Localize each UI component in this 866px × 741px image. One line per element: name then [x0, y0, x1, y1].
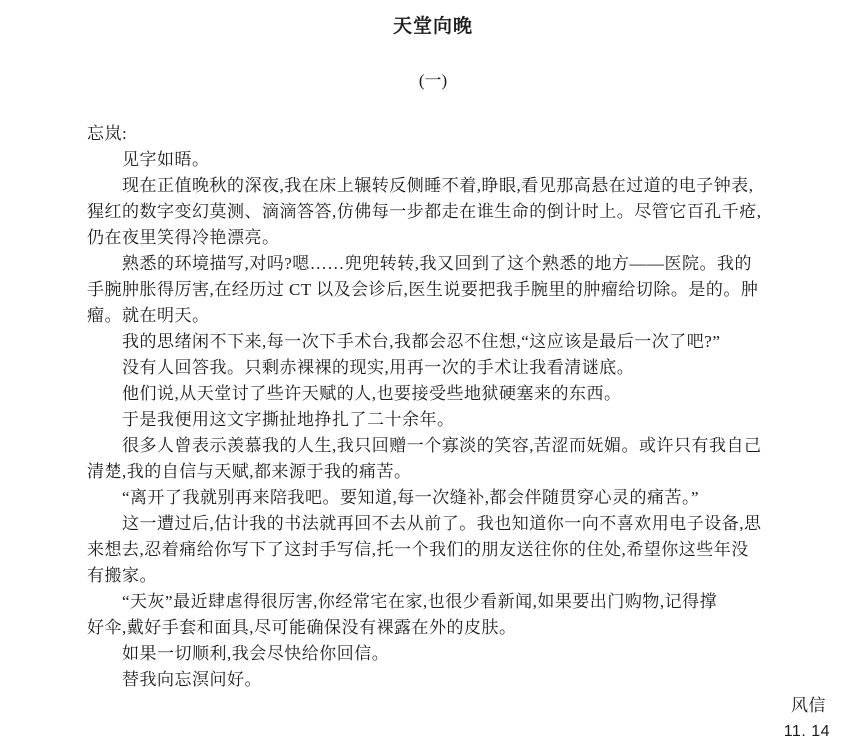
letter-line: 我的思绪闲不下来,每一次下手术台,我都会忍不住想,“这应该是最后一次了吧?” — [122, 332, 721, 351]
letter-line: 他们说,从天堂讨了些许天赋的人,也要接受些地狱硬塞来的东西。 — [122, 384, 622, 403]
section-heading: (一) — [418, 71, 448, 90]
letter-line: 见字如晤。 — [122, 150, 210, 169]
signature: 风信 — [791, 696, 826, 715]
letter-line: 手腕肿胀得厉害,在经历过 CT 以及会诊后,医生说要把我手腕里的肿瘤给切除。是的。肿 — [87, 280, 759, 299]
letter-line: 很多人曾表示羡慕我的人生,我只回赠一个寡淡的笑容,苦涩而妩媚。或许只有我自己 — [122, 436, 762, 455]
letter-body — [0, 121, 866, 693]
letter-line: 这一遭过后,估计我的书法就再回不去从前了。我也知道你一向不喜欢用电子设备,思 — [122, 514, 762, 533]
letter-line: 现在正值晚秋的深夜,我在床上辗转反侧睡不着,睁眼,看见那高悬在过道的电子钟表, — [122, 176, 754, 195]
letter-line: 替我向忘溟问好。 — [122, 670, 262, 689]
letter-line: 来想去,忍着痛给你写下了这封手写信,托一个我们的朋友送往你的住处,希望你这些年没 — [87, 540, 749, 559]
letter-line: 清楚,我的自信与天赋,都来源于我的痛苦。 — [87, 462, 412, 481]
letter-line: 仍在夜里笑得冷艳漂亮。 — [87, 228, 280, 247]
document-title: 天堂向晚 — [392, 16, 473, 37]
letter-line: 好伞,戴好手套和面具,尽可能确保没有裸露在外的皮肤。 — [87, 618, 517, 637]
letter-line: “离开了我就别再来陪我吧。要知道,每一次缝补,都会伴随贯穿心灵的痛苦。” — [122, 488, 700, 507]
letter-line: 忘岚: — [87, 124, 128, 143]
letter-line: “天灰”最近肆虐得很厉害,你经常宅在家,也很少看新闻,如果要出门购物,记得撑 — [122, 592, 718, 611]
letter-line: 于是我便用这文字撕扯地挣扎了二十余年。 — [122, 410, 455, 429]
letter-line: 没有人回答我。只剩赤裸裸的现实,用再一次的手术让我看清谜底。 — [122, 358, 635, 377]
letter-line: 有搬家。 — [87, 566, 157, 585]
letter-line: 熟悉的环境描写,对吗?嗯……兜兜转转,我又回到了这个熟悉的地方——医院。我的 — [122, 254, 753, 273]
letter-date: 11. 14 — [783, 723, 830, 740]
letter-line: 如果一切顺利,我会尽快给你回信。 — [122, 644, 390, 663]
letter-line: 猩红的数字变幻莫测、滴滴答答,仿佛每一步都走在谁生命的倒计时上。尽管它百孔千疮, — [87, 202, 762, 221]
letter-line: 瘤。就在明天。 — [87, 306, 210, 325]
